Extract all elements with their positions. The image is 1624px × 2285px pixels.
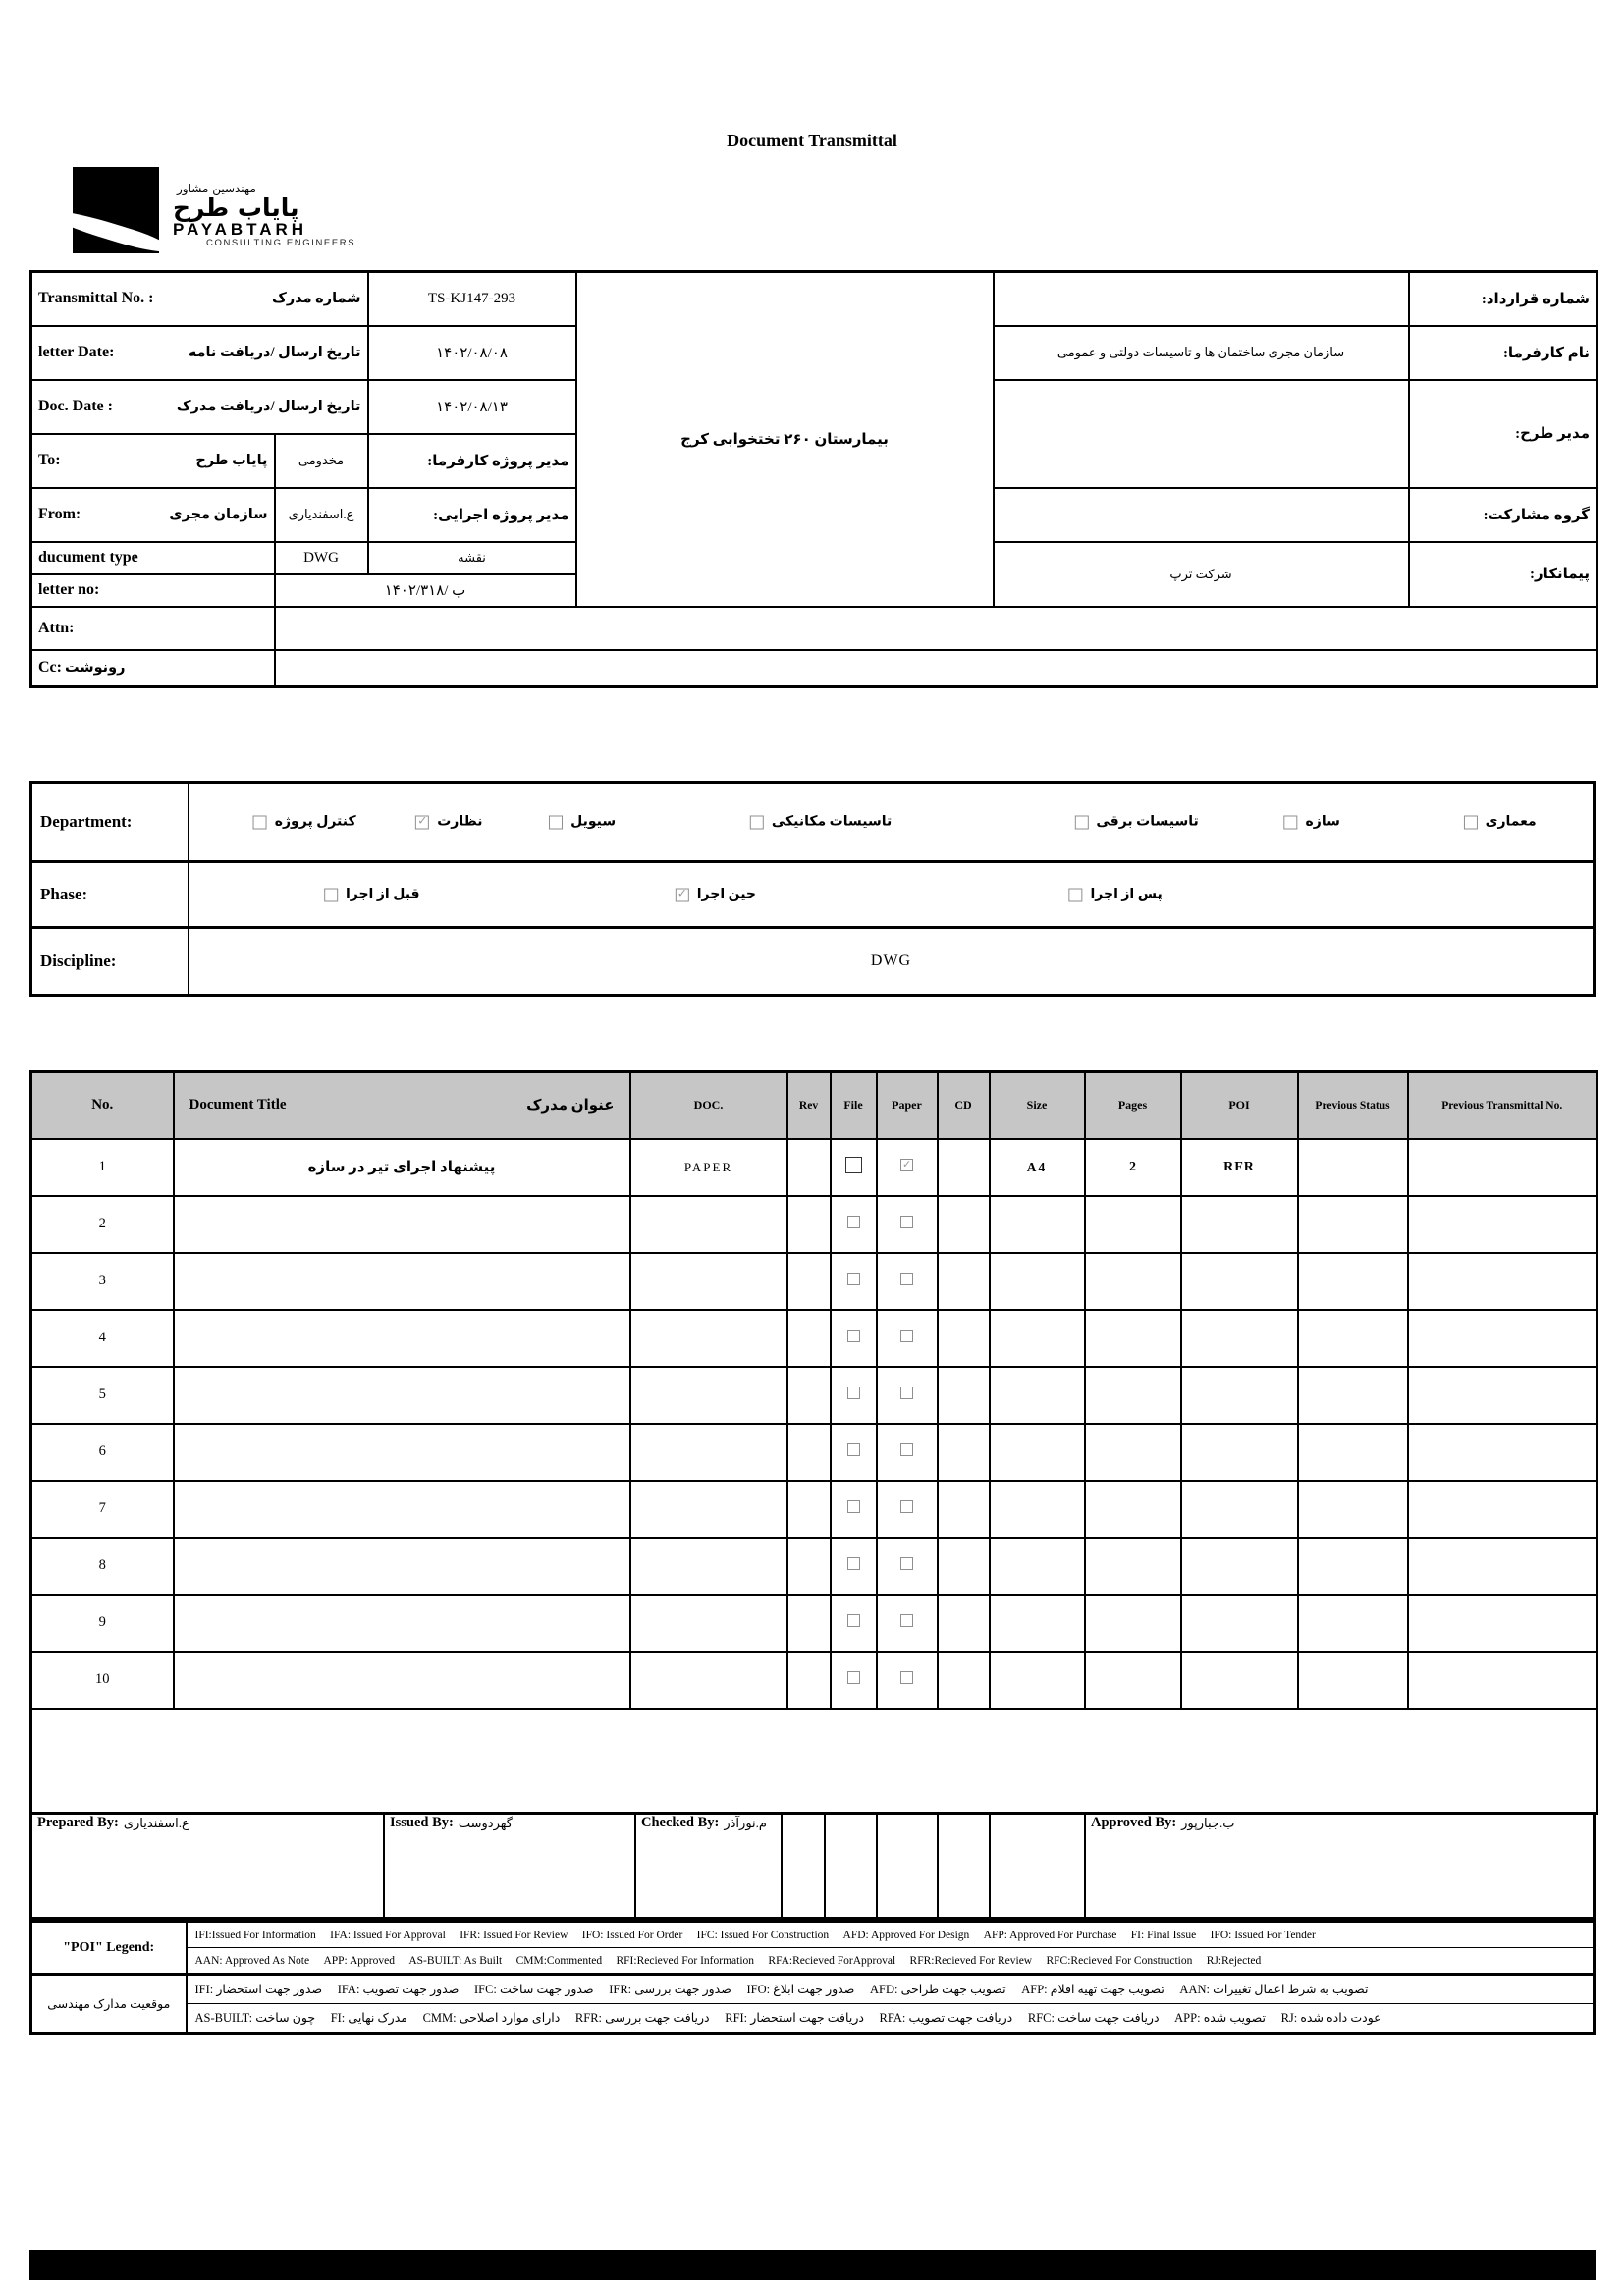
phase-row [32, 863, 1593, 929]
previous-transmittal-cell [1408, 1367, 1597, 1424]
cd-cell [938, 1595, 990, 1652]
document-title-cell [174, 1367, 630, 1424]
size-cell [990, 1481, 1085, 1538]
transmittal-no-label-fa: شماره مدرک [272, 290, 361, 306]
size-cell [990, 1367, 1085, 1424]
contractor-label: پیمانکار: [1409, 542, 1597, 607]
checkbox-before-execution-label: قبل از اجرا [345, 887, 420, 902]
checkbox-before-execution[interactable] [324, 888, 338, 901]
previous-transmittal-cell [1408, 1310, 1597, 1367]
checkbox-civil-label: سیویل [570, 814, 617, 830]
row-number: 2 [31, 1196, 174, 1253]
file-checkbox[interactable] [847, 1387, 860, 1399]
document-title-cell [174, 1595, 630, 1652]
contractor-value: شرکت ترپ [994, 542, 1409, 607]
doc-cell: PAPER [630, 1139, 787, 1196]
logo-fa-small: مهندسین مشاور [177, 182, 256, 195]
issued-by-name: گهردوست [458, 1816, 513, 1830]
poi-cell [1181, 1652, 1298, 1709]
row-number: 1 [31, 1139, 174, 1196]
header-previous-status: Previous Status [1298, 1072, 1408, 1139]
prepared-by-label: Prepared By: [37, 1815, 119, 1830]
paper-checkbox[interactable] [900, 1671, 913, 1684]
letter-date-label-fa: تاریخ ارسال /دریافت نامه [188, 344, 361, 360]
phase-label: Phase: [32, 863, 189, 926]
rev-cell [787, 1538, 831, 1595]
doc-cell [630, 1367, 787, 1424]
cd-cell [938, 1652, 990, 1709]
table-row [31, 1310, 1597, 1367]
table-row [31, 1424, 1597, 1481]
cd-cell [938, 1367, 990, 1424]
from-label: From: [38, 506, 81, 522]
previous-status-cell [1298, 1595, 1408, 1652]
previous-transmittal-cell [1408, 1424, 1597, 1481]
cd-cell [938, 1253, 990, 1310]
document-title-cell: پیشنهاد اجرای تیر در سازه [174, 1139, 630, 1196]
checkbox-mechanical-label: تاسیسات مکانیکی [771, 814, 893, 830]
previous-status-cell [1298, 1652, 1408, 1709]
status-legend-row2: AS-BUILT: چون ساخت FI: مدرک نهایی CMM: دارای موارد اصلاحی RFR: دریافت جهت بررسی RFI: دریافت جهت استحضار RFA: دریافت جهت تصویب RFC: دریافت جهت ساخت APP: تصویب شده RJ: عودت داده شده [187, 2004, 1595, 2034]
to-role-label: مدیر پروژه کارفرما: [368, 434, 576, 488]
poi-cell [1181, 1595, 1298, 1652]
poi-cell [1181, 1310, 1298, 1367]
size-cell [990, 1196, 1085, 1253]
rev-cell [787, 1424, 831, 1481]
signature-spacer-cell [826, 1812, 878, 1917]
checkbox-architecture[interactable] [1464, 815, 1478, 829]
paper-checkbox[interactable] [900, 1273, 913, 1285]
jv-group-label: گروه مشارکت: [1409, 488, 1597, 542]
previous-transmittal-cell [1408, 1481, 1597, 1538]
letter-date-label: letter Date: [38, 344, 115, 360]
previous-transmittal-cell [1408, 1253, 1597, 1310]
checkbox-after-execution-label: پس از اجرا [1090, 887, 1163, 902]
project-name: بیمارستان ۲۶۰ تختخوابی کرج [680, 431, 889, 448]
table-row [31, 1652, 1597, 1709]
previous-status-cell [1298, 1538, 1408, 1595]
rev-cell [787, 1253, 831, 1310]
rev-cell [787, 1595, 831, 1652]
header-cd: CD [938, 1072, 990, 1139]
doc-cell [630, 1253, 787, 1310]
file-checkbox[interactable] [847, 1273, 860, 1285]
logo-mark-icon [73, 167, 159, 253]
doc-type-fa: نقشه [368, 542, 576, 574]
paper-checkbox[interactable] [900, 1557, 913, 1570]
poi-cell [1181, 1367, 1298, 1424]
pages-cell [1085, 1253, 1181, 1310]
rev-cell [787, 1310, 831, 1367]
department-row [32, 784, 1593, 863]
checkbox-after-execution[interactable] [1068, 888, 1082, 901]
rev-cell [787, 1196, 831, 1253]
doc-date-label-fa: تاریخ ارسال /دریافت مدرک [176, 398, 361, 414]
approved-by-name: ب.جبارپور [1181, 1816, 1235, 1830]
row-number: 9 [31, 1595, 174, 1652]
signature-spacer-cell [783, 1812, 826, 1917]
from-role-label: مدیر پروژه اجرایی: [368, 488, 576, 542]
doc-date-label: Doc. Date : [38, 398, 113, 414]
cd-cell [938, 1310, 990, 1367]
size-cell [990, 1253, 1085, 1310]
doc-cell [630, 1481, 787, 1538]
discipline-row [32, 929, 1593, 994]
jv-group-value [994, 488, 1409, 542]
document-title-cell [174, 1652, 630, 1709]
paper-checkbox[interactable] [900, 1387, 913, 1399]
approved-by-label: Approved By: [1091, 1815, 1177, 1830]
logo-swoosh-icon [73, 205, 159, 253]
paper-checkbox[interactable] [900, 1216, 913, 1228]
previous-transmittal-cell [1408, 1595, 1597, 1652]
checkbox-structure-label: سازه [1305, 814, 1340, 830]
pages-cell [1085, 1595, 1181, 1652]
plan-manager-value [994, 380, 1409, 488]
rev-cell [787, 1652, 831, 1709]
paper-checkbox[interactable] [900, 1159, 913, 1171]
row-number: 4 [31, 1310, 174, 1367]
pages-cell: 2 [1085, 1139, 1181, 1196]
checkbox-project-control[interactable] [253, 815, 267, 829]
document-title-cell [174, 1310, 630, 1367]
discipline-value: DWG [870, 952, 912, 969]
cd-cell [938, 1139, 990, 1196]
bottom-bar [29, 2250, 1596, 2280]
client-name-value: سازمان مجری ساختمان ها و تاسیسات دولتی و عمومی [994, 326, 1409, 380]
header-document-title: Document Title [189, 1097, 287, 1114]
status-legend-label: موقعیت مدارک مهندسی [31, 1975, 187, 2034]
checkbox-during-execution-label: حین اجرا [696, 887, 757, 902]
table-row [31, 1595, 1597, 1652]
row-number: 5 [31, 1367, 174, 1424]
checkbox-electrical[interactable] [1074, 815, 1088, 829]
transmittal-no-value: TS-KJ147-293 [368, 272, 576, 326]
document-title-cell [174, 1424, 630, 1481]
prepared-by-name: ع.اسفندیاری [123, 1816, 189, 1830]
file-checkbox[interactable] [847, 1216, 860, 1228]
header-size: Size [990, 1072, 1085, 1139]
poi-cell [1181, 1424, 1298, 1481]
discipline-label: Discipline: [32, 929, 189, 994]
issued-by-label: Issued By: [390, 1815, 454, 1830]
cc-value-field[interactable] [275, 650, 1597, 687]
plan-manager-label: مدیر طرح: [1409, 380, 1597, 488]
pages-cell [1085, 1652, 1181, 1709]
table-row [31, 1253, 1597, 1310]
previous-status-cell [1298, 1367, 1408, 1424]
to-person: مخدومی [275, 434, 368, 488]
poi-cell [1181, 1538, 1298, 1595]
status-legend-row1: IFI: صدور جهت استحضار IFA: صدور جهت تصویب IFC: صدور جهت ساخت IFR: صدور جهت بررسی IFO: صدور جهت ابلاغ AFD: تصویب جهت طراحی AFP: تصویب جهت تهیه اقلام AAN: تصویب به شرط اعمال تغییرات [187, 1975, 1595, 2004]
row-number: 3 [31, 1253, 174, 1310]
doc-date-value: ۱۴۰۲/۰۸/۱۳ [436, 399, 508, 415]
pages-cell [1085, 1424, 1181, 1481]
from-person: ع.اسفندیاری [275, 488, 368, 542]
department-section [29, 781, 1596, 997]
file-checkbox[interactable] [847, 1557, 860, 1570]
letter-no-value: ۱۴۰۲/ب /۳۱۸ [384, 582, 466, 599]
poi-cell [1181, 1481, 1298, 1538]
row-number: 8 [31, 1538, 174, 1595]
contract-no-label: شماره قرارداد: [1409, 272, 1597, 326]
previous-transmittal-cell [1408, 1538, 1597, 1595]
pages-cell [1085, 1367, 1181, 1424]
row-number: 7 [31, 1481, 174, 1538]
file-checkbox[interactable] [847, 1500, 860, 1513]
to-value: پایاب طرح [195, 452, 268, 468]
department-label: Department: [32, 784, 189, 860]
file-checkbox[interactable] [847, 1671, 860, 1684]
rev-cell [787, 1139, 831, 1196]
checkbox-electrical-label: تاسیسات برقی [1096, 814, 1199, 830]
table-row [31, 1367, 1597, 1424]
checkbox-structure[interactable] [1284, 815, 1298, 829]
checkbox-architecture-label: معماری [1485, 814, 1537, 830]
poi-legend-row2: AAN: Approved As Note APP: Approved AS-BUILT: As Built CMM:Commented RFI:Recieved For Information RFA:Recieved ForApproval RFR:Recieved For Review RFC:Recieved For Construction RJ:Rejected [187, 1948, 1595, 1975]
header-poi: POI [1181, 1072, 1298, 1139]
size-cell [990, 1310, 1085, 1367]
file-checkbox[interactable] [847, 1614, 860, 1627]
poi-cell [1181, 1253, 1298, 1310]
document-title-cell [174, 1253, 630, 1310]
poi-cell: RFR [1181, 1139, 1298, 1196]
checkbox-civil[interactable] [549, 815, 563, 829]
header-doc: DOC. [630, 1072, 787, 1139]
rev-cell [787, 1481, 831, 1538]
checkbox-during-execution[interactable] [676, 888, 689, 901]
table-row [31, 1139, 1597, 1196]
size-cell [990, 1538, 1085, 1595]
previous-status-cell [1298, 1481, 1408, 1538]
table-row [31, 1196, 1597, 1253]
checked-by-name: م.نورآذر [724, 1816, 767, 1830]
company-logo [73, 167, 355, 253]
doc-type-label: ducument type [38, 549, 138, 566]
table-row [31, 1538, 1597, 1595]
document-title-cell [174, 1196, 630, 1253]
paper-checkbox[interactable] [900, 1330, 913, 1342]
doc-cell [630, 1652, 787, 1709]
previous-status-cell [1298, 1253, 1408, 1310]
paper-checkbox[interactable] [900, 1614, 913, 1627]
signature-spacer-cell [991, 1812, 1086, 1917]
paper-checkbox[interactable] [900, 1443, 913, 1456]
header-paper: Paper [877, 1072, 938, 1139]
attn-label: Attn: [38, 619, 75, 636]
letter-no-label: letter no: [38, 581, 100, 598]
checkbox-project-control-label: کنترل پروژه [274, 814, 356, 830]
signature-row [29, 1812, 1596, 1920]
poi-legend-table [29, 1920, 1596, 2035]
header-no: No. [31, 1072, 174, 1139]
header-pages: Pages [1085, 1072, 1181, 1139]
checkbox-mechanical[interactable] [750, 815, 764, 829]
signature-spacer-cell [939, 1812, 991, 1917]
checkbox-supervision-label: نظارت [437, 814, 483, 830]
client-name-label: نام کارفرما: [1409, 326, 1597, 380]
logo-company-name: PAYABTARH [173, 219, 308, 239]
doc-cell [630, 1538, 787, 1595]
file-checkbox[interactable] [845, 1157, 862, 1173]
info-table [29, 270, 1598, 688]
checked-by-label: Checked By: [641, 1815, 720, 1830]
document-title-cell [174, 1538, 630, 1595]
doc-cell [630, 1196, 787, 1253]
previous-transmittal-cell [1408, 1139, 1597, 1196]
rev-cell [787, 1367, 831, 1424]
row-number: 10 [31, 1652, 174, 1709]
pages-cell [1085, 1538, 1181, 1595]
transmittal-no-label: Transmittal No. : [38, 290, 154, 307]
cd-cell [938, 1538, 990, 1595]
size-cell [990, 1652, 1085, 1709]
cd-cell [938, 1424, 990, 1481]
size-cell [990, 1424, 1085, 1481]
header-document-title-fa: عنوان مدرک [526, 1098, 615, 1115]
previous-status-cell [1298, 1196, 1408, 1253]
previous-transmittal-cell [1408, 1196, 1597, 1253]
row-number: 6 [31, 1424, 174, 1481]
empty-notes-row [31, 1709, 1597, 1814]
doc-cell [630, 1424, 787, 1481]
page-title: Document Transmittal [727, 131, 897, 150]
header-rev: Rev [787, 1072, 831, 1139]
cd-cell [938, 1196, 990, 1253]
checkbox-supervision[interactable] [415, 815, 429, 829]
pages-cell [1085, 1481, 1181, 1538]
poi-legend-row1: IFI:Issued For Information IFA: Issued For Approval IFR: Issued For Review IFO: Issued For Order IFC: Issued For Construction AFD: Approved For Design AFP: Approved For Purchase FI: Final Issue IFO: Issued For Tender [187, 1922, 1595, 1948]
previous-status-cell [1298, 1424, 1408, 1481]
poi-legend-label: "POI" Legend: [31, 1922, 187, 1975]
header-file: File [831, 1072, 877, 1139]
pages-cell [1085, 1310, 1181, 1367]
logo-company-subtitle: CONSULTING ENGINEERS [206, 237, 356, 248]
letter-date-value: ۱۴۰۲/۰۸/۰۸ [436, 345, 508, 361]
header-previous-transmittal-no: Previous Transmittal No. [1408, 1072, 1597, 1139]
size-cell [990, 1595, 1085, 1652]
previous-status-cell [1298, 1310, 1408, 1367]
doc-type-value: DWG [275, 542, 368, 574]
document-title-cell [174, 1481, 630, 1538]
previous-transmittal-cell [1408, 1652, 1597, 1709]
to-label: To: [38, 452, 61, 468]
signature-spacer-cell [878, 1812, 939, 1917]
document-table [29, 1070, 1598, 1815]
pages-cell [1085, 1196, 1181, 1253]
logo-fa-large: پایاب طرح [173, 192, 299, 222]
size-cell: A4 [990, 1139, 1085, 1196]
cd-cell [938, 1481, 990, 1538]
cc-label-fa: رونوشت [64, 659, 126, 676]
attn-value-field[interactable] [275, 607, 1597, 650]
doc-cell [630, 1310, 787, 1367]
poi-cell [1181, 1196, 1298, 1253]
file-checkbox[interactable] [847, 1330, 860, 1342]
cc-label: Cc: [38, 659, 62, 677]
contract-no-value [994, 272, 1409, 326]
from-value: سازمان مجری [169, 506, 268, 522]
table-row [31, 1481, 1597, 1538]
previous-status-cell [1298, 1139, 1408, 1196]
file-checkbox[interactable] [847, 1443, 860, 1456]
doc-cell [630, 1595, 787, 1652]
paper-checkbox[interactable] [900, 1500, 913, 1513]
